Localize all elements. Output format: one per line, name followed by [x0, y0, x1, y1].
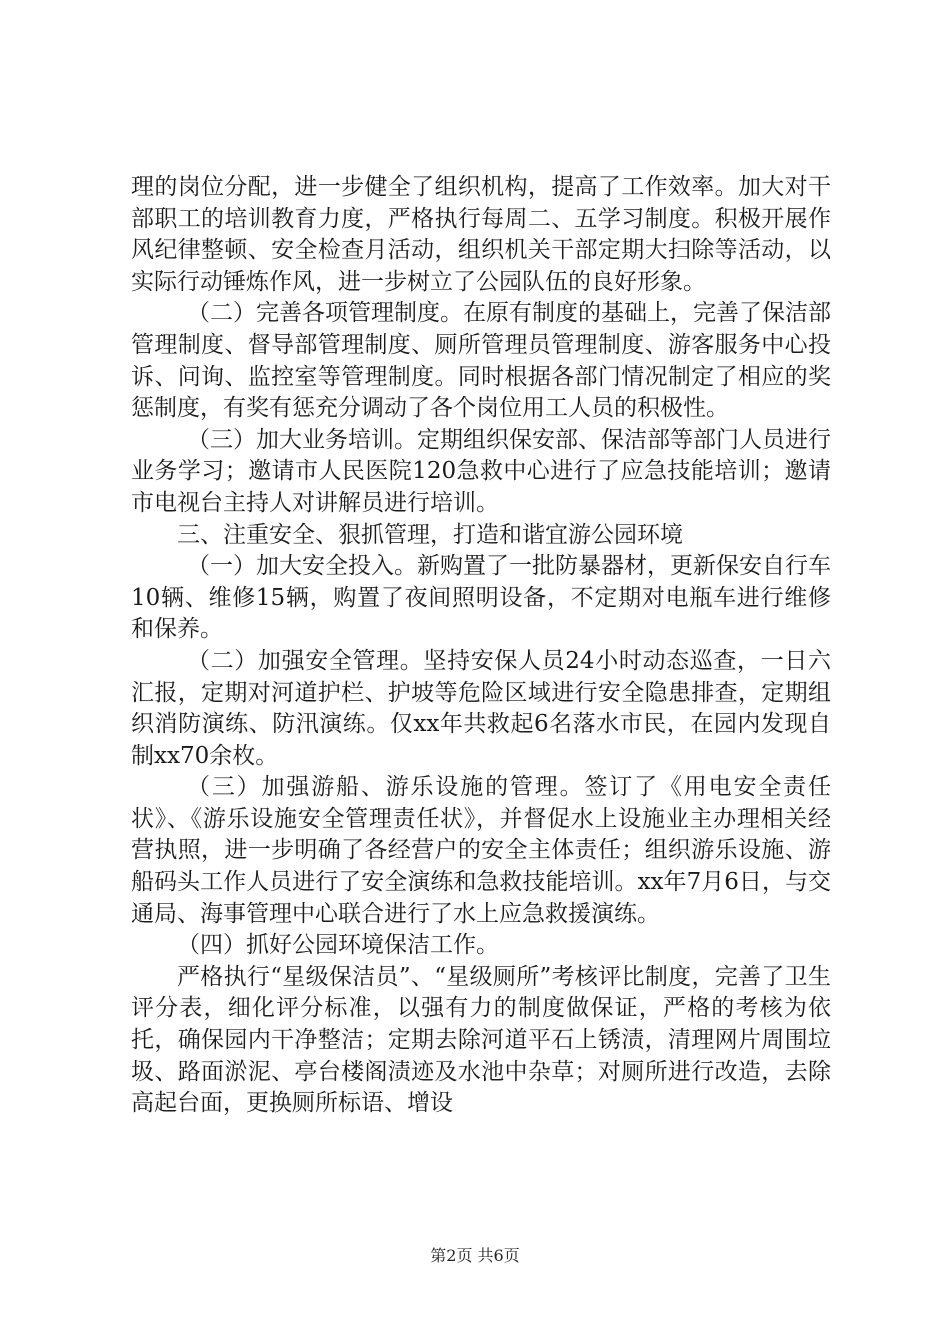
paragraph-6: （三）加强游船、游乐设施的管理。签订了《用电安全责任状》、《游乐设施安全管理责任状》，并督促水上设施业主办理相关经营执照，进一步明确了各经营户的安全主体责任；组织游乐设施、游船码头工作人员进行了安全演练和急救技能培训。xx年7月6日，与交通局、海事管理中心联合进行了水上应急救援演练。: [131, 774, 831, 927]
paragraph-4: （一）加大安全投入。新购置了一批防暴器材，更新保安自行车10辆、维修15辆，购置了夜间照明设备，不定期对电瓶车进行维修和保养。: [131, 553, 831, 643]
document-body: [131, 172, 831, 1120]
paragraph-1: 理的岗位分配，进一步健全了组织机构，提高了工作效率。加大对干部职工的培训教育力度，严格执行每周二、五学习制度。积极开展作风纪律整顿、安全检查月活动，组织机关干部定期大扫除等活动，以实际行动锤炼作风，进一步树立了公园队伍的良好形象。: [131, 174, 831, 295]
paragraph-2: （二）完善各项管理制度。在原有制度的基础上，完善了保洁部管理制度、督导部管理制度、厕所管理员管理制度、游客服务中心投诉、问询、监控室等管理制度。同时根据各部门情况制定了相应的奖惩制度，有奖有惩充分调动了各个岗位用工人员的积极性。: [131, 300, 831, 422]
paragraph-7: 严格执行“星级保洁员”、“星级厕所”考核评比制度，完善了卫生评分表，细化评分标准，以强有力的制度做保证，严格的考核为依托，确保园内干净整洁；定期去除河道平石上锈渍，清理网片周围垃圾、路面淤泥、亭台楼阁渍迹及水池中杂草；对厕所进行改造，去除高起台面，更换厕所标语、增设: [131, 963, 831, 1117]
paragraph-5: （二）加强安全管理。坚持安保人员24小时动态巡查，一日六汇报，定期对河道护栏、护坡等危险区域进行安全隐患排查，定期组织消防演练、防汛演练。仅xx年共救起6名落水市民，在园内发现自制xx70余枚。: [131, 647, 831, 769]
subheading-4: （四）抓好公园环境保洁工作。: [177, 932, 499, 959]
section-heading-3: 三、注重安全、狠抓管理，打造和谐宜游公园环境: [177, 521, 683, 548]
page-footer: [0, 1243, 950, 1266]
page-number: 第2页 共6页: [430, 1246, 520, 1265]
paragraph-3: （三）加大业务培训。定期组织保安部、保洁部等部门人员进行业务学习；邀请市人民医院120急救中心进行了应急技能培训；邀请市电视台主持人对讲解员进行培训。: [131, 426, 831, 516]
